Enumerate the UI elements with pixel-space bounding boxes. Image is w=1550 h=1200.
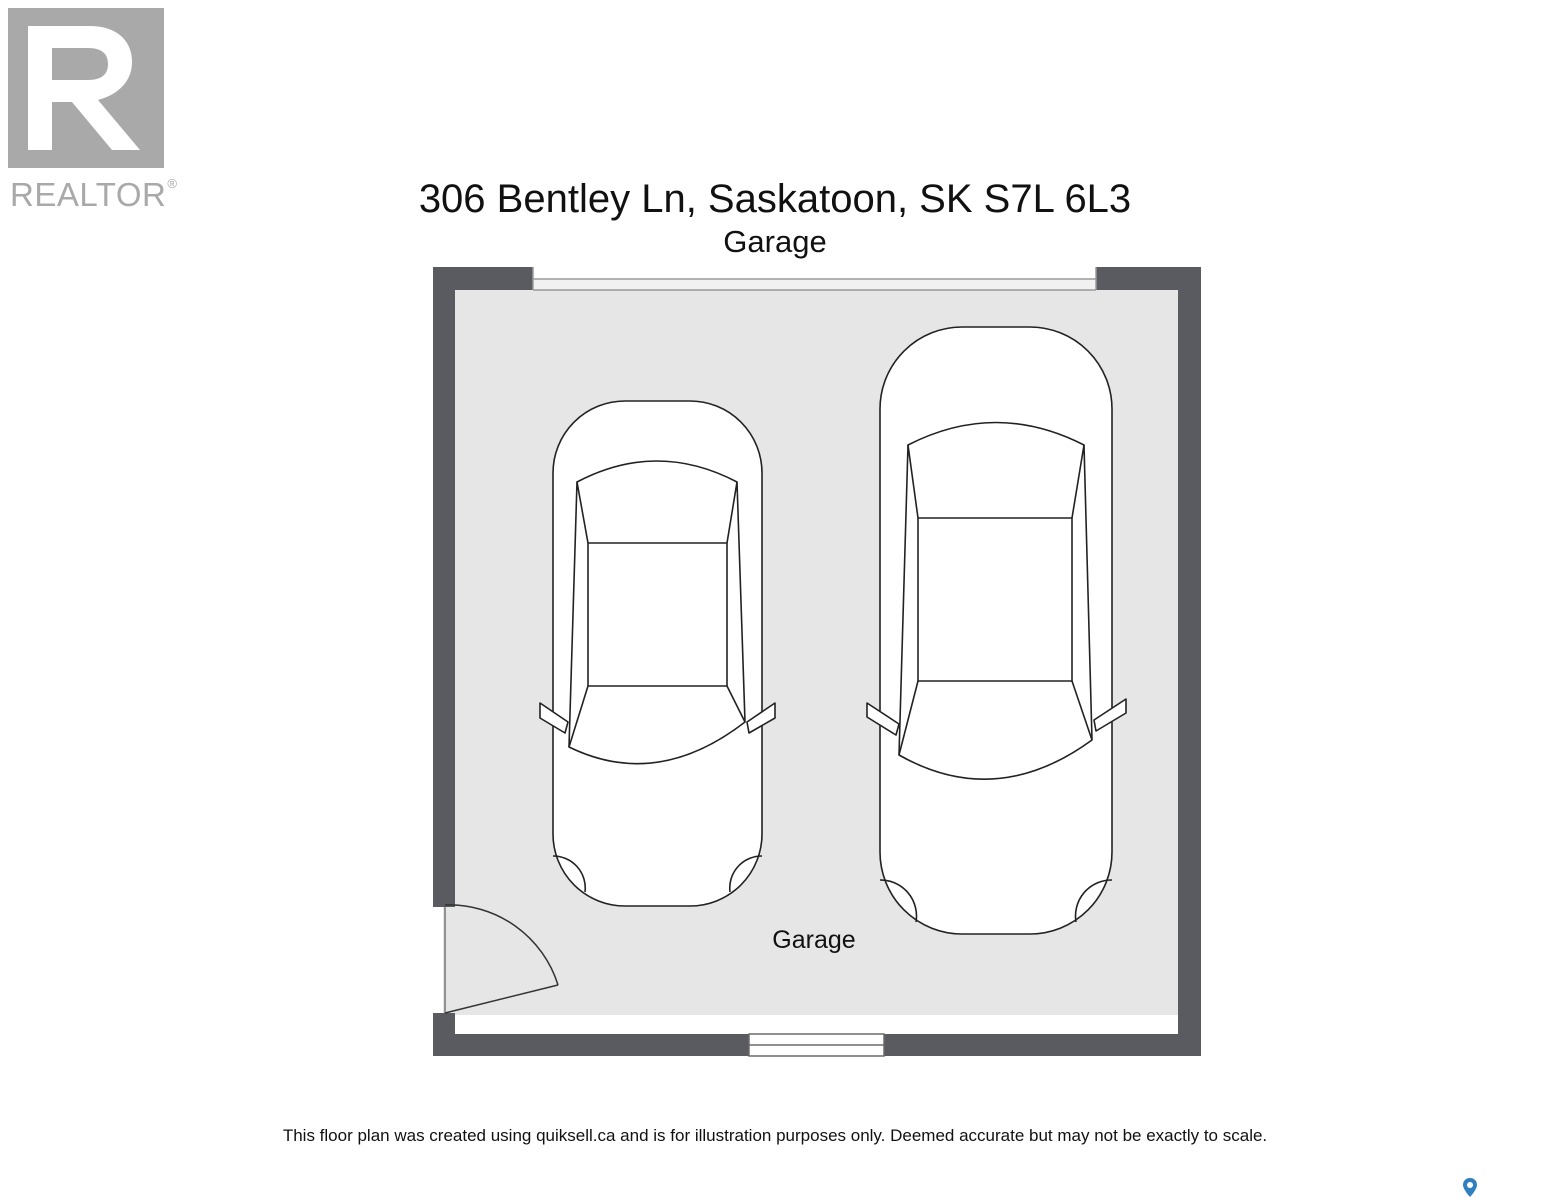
wall-bottom-left	[433, 1034, 749, 1056]
wall-left-upper	[433, 267, 455, 907]
map-marker-icon	[1460, 1177, 1480, 1199]
property-address: 306 Bentley Ln, Saskatoon, SK S7L 6L3	[418, 177, 1132, 221]
car-left-roof	[588, 543, 727, 686]
car-right	[867, 327, 1126, 934]
car-right-roof	[918, 518, 1072, 681]
disclaimer: This floor plan was created using quiksell.ca and is for illustration purposes only. Deemed accurate but may not be exactly to scale.	[282, 1126, 1268, 1145]
car-left	[540, 401, 775, 906]
garage-door	[533, 267, 1096, 290]
floor-name: Garage	[723, 224, 827, 259]
wall-right	[1178, 267, 1201, 1056]
realtor-wordmark: REALTOR®	[10, 176, 178, 213]
window-bottom	[749, 1034, 884, 1056]
wall-bottom-right	[884, 1034, 1201, 1056]
room-label-garage: Garage	[772, 926, 856, 954]
